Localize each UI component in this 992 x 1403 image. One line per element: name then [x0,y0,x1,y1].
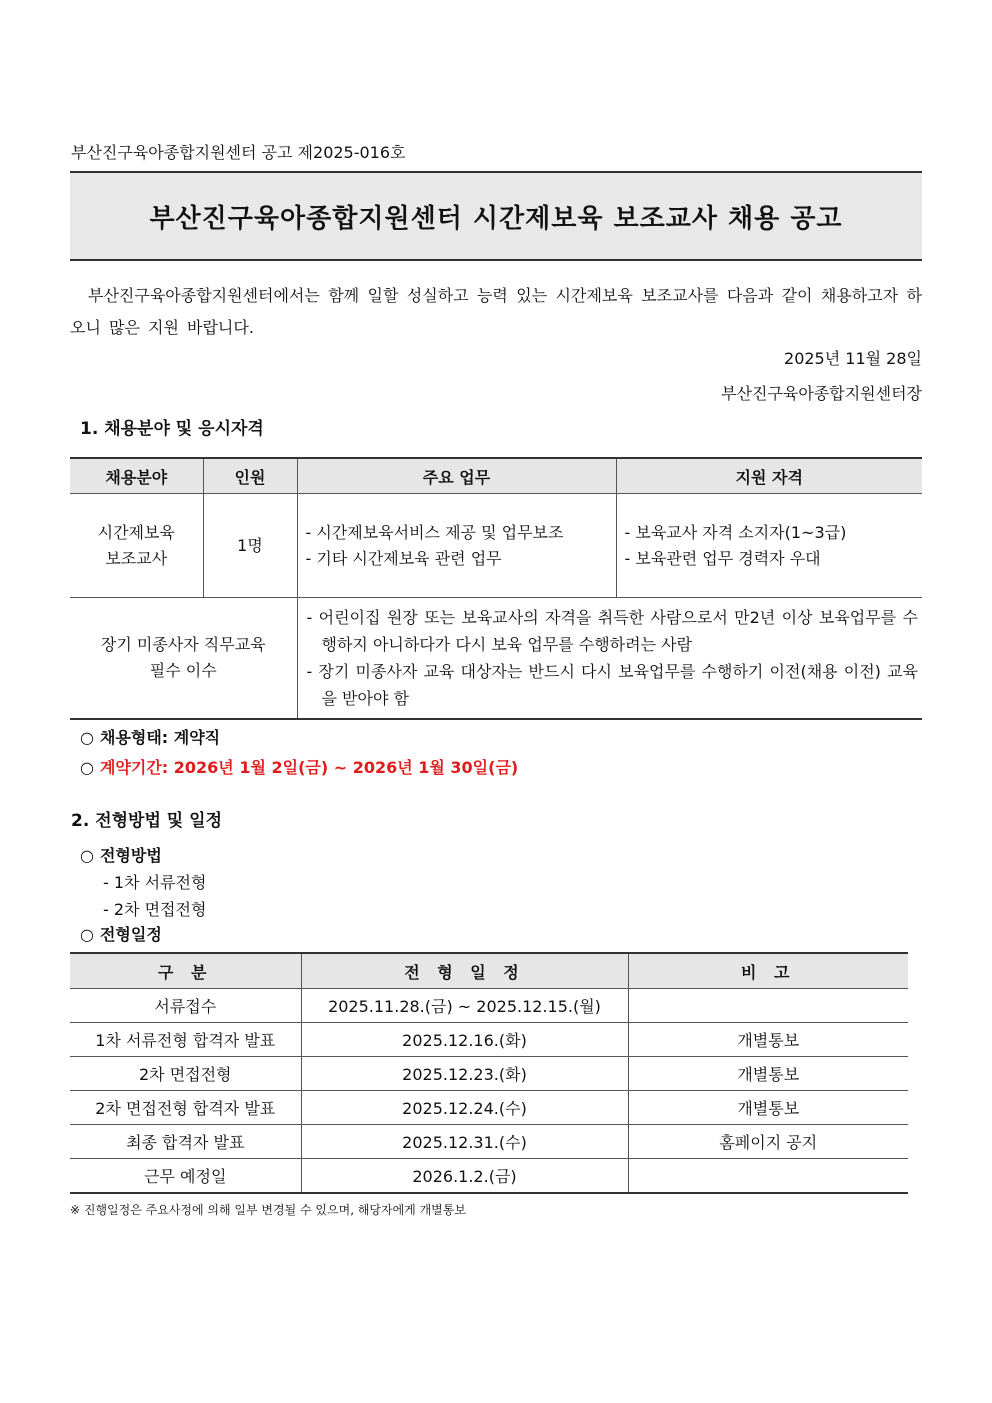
schedule-note: 개별통보 [628,1091,908,1125]
count-cell: 1명 [203,494,297,598]
contract-period-text: 계약기간: 2026년 1월 2일(금) ~ 2026년 1월 30일(금) [99,758,519,777]
circle-bullet-icon: ○ [80,758,94,777]
duty-item: - 시간제보육서비스 제공 및 업무보조 [305,522,564,542]
table-row [70,1091,908,1125]
table-row [70,1057,908,1091]
signer: 부산진구육아종합지원센터장 [721,384,922,403]
table-row [70,1159,908,1194]
long-absence-label-cell [70,598,297,720]
table-row [70,598,922,720]
header-category: 구 분 [70,953,301,989]
header-duties: 주요 업무 [297,458,616,494]
schedule-date: 2026.1.2.(금) [301,1159,628,1194]
header-schedule: 전 형 일 정 [301,953,628,989]
schedule-item: 1차 서류전형 합격자 발표 [70,1023,301,1057]
schedule-label-text: 전형일정 [99,925,162,944]
schedule-note [628,1159,908,1194]
schedule-item: 최종 합격자 발표 [70,1125,301,1159]
schedule-date: 2025.12.16.(화) [301,1023,628,1057]
header-field: 채용분야 [70,458,203,494]
employment-type-text: 채용형태: 계약직 [99,728,221,747]
field-line1: 시간제보육 [97,522,175,542]
table-row [70,1023,908,1057]
notice-number: 부산진구육아종합지원센터 공고 제2025-016호 [71,143,406,162]
schedule-table [70,952,908,1194]
table-row [70,1125,908,1159]
schedule-item: 서류접수 [70,989,301,1023]
schedule-date: 2025.12.31.(수) [301,1125,628,1159]
long-absence-label-line2: 필수 이수 [149,661,217,680]
header-qualifications: 지원 자격 [616,458,922,494]
notice-date: 2025년 11월 28일 [784,349,922,368]
circle-bullet-icon: ○ [80,846,94,865]
qualifications-cell [616,494,922,598]
schedule-date: 2025.11.28.(금) ~ 2025.12.15.(월) [301,989,628,1023]
section1-title: 1. 채용분야 및 응시자격 [80,419,264,439]
section2-title: 2. 전형방법 및 일정 [71,811,222,831]
duties-cell [297,494,616,598]
table-header-row [70,953,908,989]
selection-method-text: 전형방법 [99,846,162,865]
circle-bullet-icon: ○ [80,925,94,944]
schedule-item: 근무 예정일 [70,1159,301,1194]
employment-type [80,725,220,748]
long-absence-detail-cell [297,598,922,720]
schedule-label [80,922,162,945]
schedule-item: 2차 면접전형 [70,1057,301,1091]
long-absence-item: - 장기 미종사자 교육 대상자는 반드시 다시 보육업무를 수행하기 이전(채용 이전) 교육을 받아야 함 [306,662,918,708]
selection-method-label [80,843,162,866]
schedule-date: 2025.12.24.(수) [301,1091,628,1125]
duty-item: - 기타 시간제보육 관련 업무 [305,548,502,568]
table-row [70,989,908,1023]
long-absence-item: - 어린이집 원장 또는 보육교사의 자격을 취득한 사람으로서 만2년 이상 보육업무를 수행하지 아니하다가 다시 보육 업무를 수행하려는 사람 [306,608,918,654]
schedule-date: 2025.12.23.(화) [301,1057,628,1091]
schedule-note: 개별통보 [628,1023,908,1057]
qualification-item: - 보육교사 자격 소지자(1~3급) [624,522,847,542]
method-item: - 1차 서류전형 [103,873,207,892]
schedule-note: 홈페이지 공지 [628,1125,908,1159]
page-title: 부산진구육아종합지원센터 시간제보육 보조교사 채용 공고 [70,171,922,261]
circle-bullet-icon: ○ [80,728,94,747]
header-note: 비 고 [628,953,908,989]
header-count: 인원 [203,458,297,494]
field-cell [70,494,203,598]
table-header-row [70,458,922,494]
schedule-item: 2차 면접전형 합격자 발표 [70,1091,301,1125]
qualification-item: - 보육관련 업무 경력자 우대 [624,548,821,568]
footnote: ※ 진행일정은 주요사정에 의해 일부 변경될 수 있으며, 해당자에게 개별통보 [70,1203,466,1217]
schedule-note: 개별통보 [628,1057,908,1091]
table-row [70,494,922,598]
method-item: - 2차 면접전형 [103,900,207,919]
long-absence-label-line1: 장기 미종사자 직무교육 [100,635,266,654]
field-line2: 보조교사 [105,548,168,568]
recruitment-table [70,457,922,720]
intro-text: 부산진구육아종합지원센터에서는 함께 일할 성실하고 능력 있는 시간제보육 보조교사를 다음과 같이 채용하고자 하오니 많은 지원 바랍니다. [70,286,922,337]
intro-paragraph [70,280,922,344]
contract-period [80,755,518,778]
schedule-note [628,989,908,1023]
